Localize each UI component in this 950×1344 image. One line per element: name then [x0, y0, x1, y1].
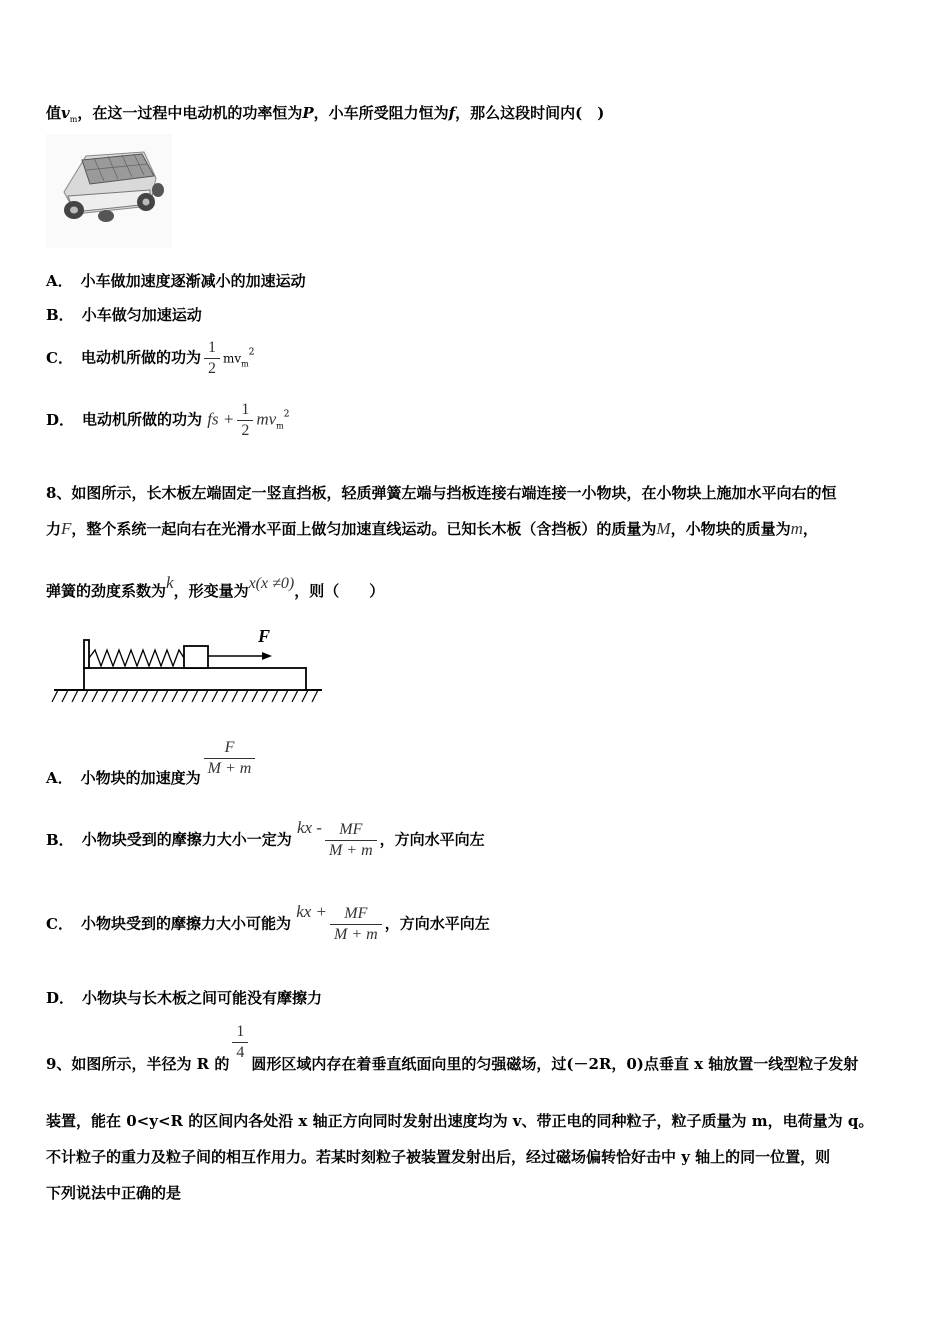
q7-var-p: P	[302, 104, 314, 122]
q8-text: 力	[46, 520, 62, 538]
q8-text: ，	[802, 520, 818, 538]
fraction-numerator: MF	[339, 821, 363, 838]
option-math-pre: kx +	[296, 901, 328, 921]
q8-option-a	[46, 738, 258, 787]
q8-line-2	[46, 518, 818, 539]
option-label: A．	[46, 272, 73, 290]
option-math-sup: 2	[283, 409, 290, 420]
option-label: C．	[46, 348, 73, 367]
fraction-denominator: 2	[241, 422, 250, 439]
spring-board-figure	[50, 624, 326, 706]
option-text: 小物块与长木板之间可能没有摩擦力	[82, 989, 323, 1007]
fraction-numerator: MF	[344, 905, 368, 922]
fraction-numerator: 1	[241, 401, 250, 418]
q7-option-d	[46, 400, 289, 441]
q9-line-1	[46, 1022, 859, 1073]
fraction-denominator: 2	[207, 360, 216, 377]
option-label: B．	[46, 306, 74, 324]
option-tail: ，方向水平向左	[384, 914, 490, 933]
option-label: A．	[46, 768, 73, 787]
fraction-denominator: 4	[236, 1044, 245, 1061]
fraction	[204, 338, 220, 379]
option-math-pre: fs +	[207, 409, 235, 429]
q7-option-c	[46, 338, 254, 379]
fraction-denominator: M + m	[207, 760, 252, 777]
option-tail: ，方向水平向左	[379, 830, 485, 849]
fraction-numerator: 1	[236, 1023, 245, 1040]
q7-intro-end: ，那么这段时间内( )	[455, 104, 605, 122]
q7-var-v-sub: m	[69, 115, 78, 124]
q8-line-1: 8、如图所示，长木板左端固定一竖直挡板，轻质弹簧左端与挡板连接右端连接一小物块，在小物块上施加水平向右的恒	[46, 484, 837, 502]
q8-option-c	[46, 901, 490, 945]
q8-var-k: k	[166, 573, 174, 592]
fraction	[237, 400, 253, 441]
q8-var-x: x(x ≠0)	[248, 575, 295, 592]
q7-intro-mid: ，在这一过程中电动机的功率恒为	[77, 104, 303, 122]
fraction-numerator: 1	[207, 339, 216, 356]
q7-option-a	[46, 270, 306, 291]
q8-option-b	[46, 817, 485, 861]
q8-text: 弹簧的劲度系数为	[46, 582, 167, 600]
fraction	[204, 738, 256, 779]
option-math-tail: mv	[222, 351, 242, 366]
q7-var-v: v	[61, 104, 70, 122]
electric-car-figure	[46, 134, 172, 248]
q7-intro-mid2: ，小车所受阻力恒为	[313, 104, 449, 122]
q8-line-3	[46, 572, 385, 600]
option-text: 小车做加速度逐渐减小的加速运动	[80, 272, 306, 290]
q7-var-f: f	[448, 104, 456, 122]
fraction-numerator: F	[224, 739, 235, 756]
q7-option-b	[46, 304, 202, 325]
q8-var-M: M	[656, 519, 671, 538]
fraction-denominator: M + m	[328, 842, 373, 859]
q8-text: ，则（ ）	[294, 582, 385, 600]
fraction	[330, 904, 382, 945]
fraction-denominator: M + m	[334, 926, 378, 943]
q7-intro	[46, 102, 604, 124]
option-text: 小物块的加速度为	[80, 768, 201, 787]
q8-text: ，整个系统一起向右在光滑水平面上做匀加速直线运动。已知长木板（含挡板）的质量为	[71, 520, 657, 538]
fraction	[325, 820, 377, 861]
q9-text: 圆形区域内存在着垂直纸面向里的匀强磁场，过(－2R，0)点垂直 x 轴放置一线型粒子发射	[251, 1054, 859, 1073]
option-text: 小物块受到的摩擦力大小可能为	[80, 914, 291, 933]
q9-line-4: 下列说法中正确的是	[46, 1184, 182, 1202]
option-text: 电动机所做的功为	[82, 410, 203, 429]
q8-var-F: F	[61, 519, 72, 538]
q9-line-2: 装置，能在 0<y<R 的区间内各处沿 x 轴正方向同时发射出速度均为 v、带正电的同种粒子，粒子质量为 m，电荷量为 q。	[46, 1112, 874, 1130]
option-label: D．	[46, 989, 75, 1007]
option-math-pre: kx -	[296, 817, 322, 837]
q8-var-m: m	[790, 519, 803, 538]
option-label: C．	[46, 914, 73, 933]
option-text: 电动机所做的功为	[80, 348, 201, 367]
option-math-sup: 2	[248, 347, 255, 358]
option-math-sub: m	[241, 359, 249, 369]
option-math-tail: mv	[256, 409, 277, 429]
q8-text: ，小物块的质量为	[670, 520, 791, 538]
q7-intro-prefix: 值	[46, 104, 62, 122]
option-text: 小物块受到的摩擦力大小一定为	[81, 830, 292, 849]
q8-option-d	[46, 987, 322, 1008]
option-math-sub: m	[276, 421, 284, 431]
option-label: B．	[46, 830, 74, 849]
q9-text: 9、如图所示，半径为 R 的	[46, 1054, 230, 1073]
q9-line-3: 不计粒子的重力及粒子间的相互作用力。若某时刻粒子被装置发射出后，经过磁场偏转恰好击中 y 轴上的同一位置，则	[46, 1148, 831, 1166]
q8-text: ，形变量为	[173, 582, 249, 600]
option-text: 小车做匀加速运动	[81, 306, 202, 324]
option-label: D．	[46, 410, 75, 429]
fraction	[232, 1022, 248, 1063]
force-label: F	[258, 626, 271, 646]
